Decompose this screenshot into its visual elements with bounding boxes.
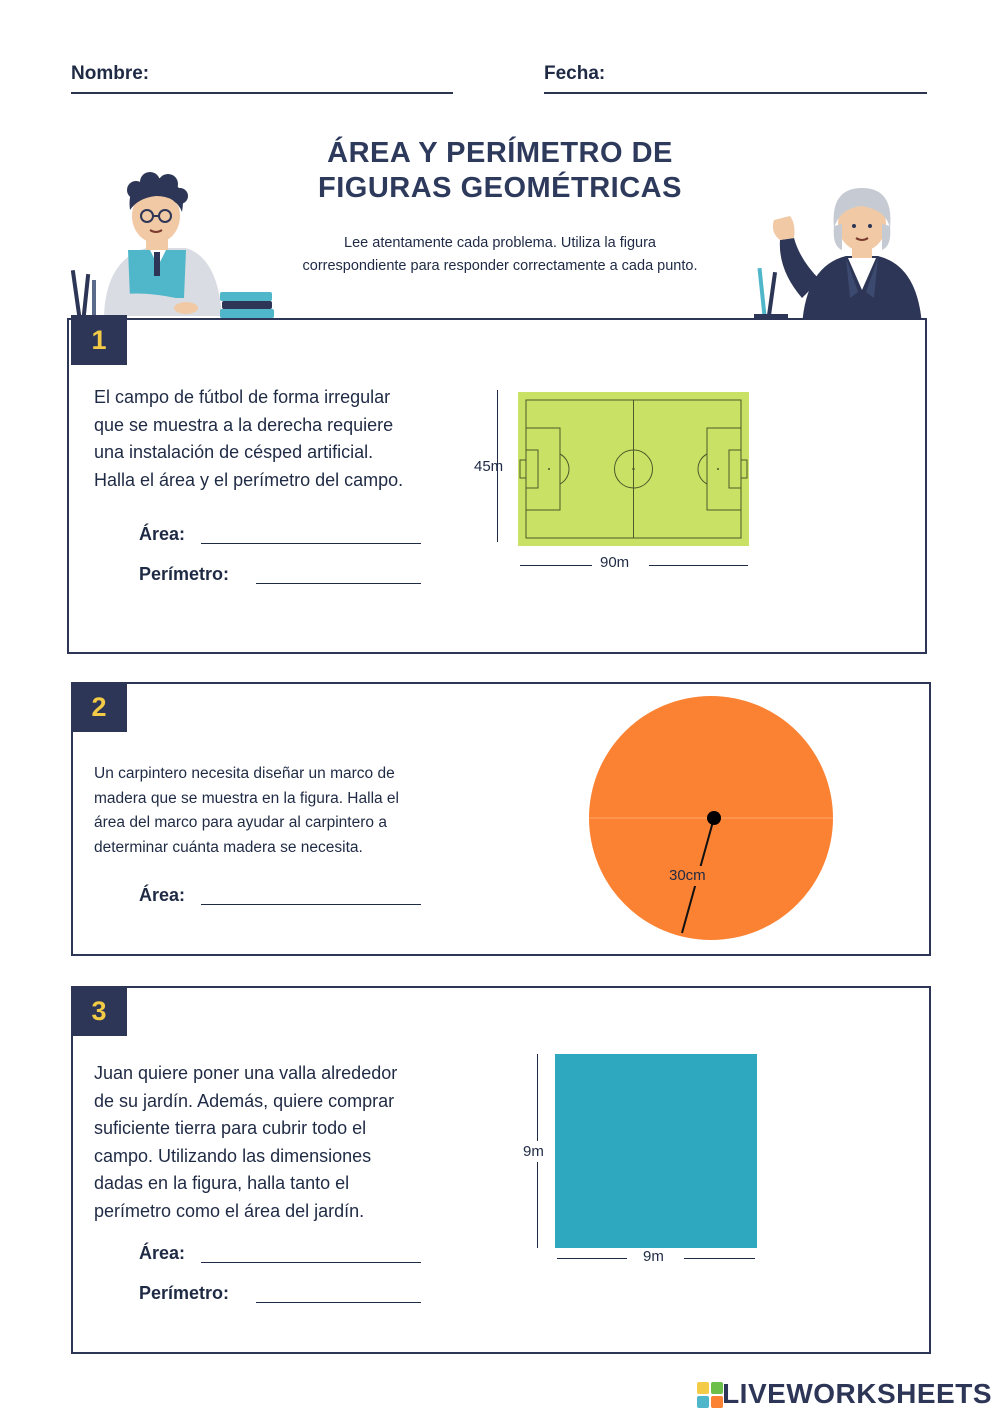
width-dimension-line bbox=[684, 1258, 755, 1259]
problem-text-line: área del marco para ayudar al carpintero a bbox=[94, 814, 387, 831]
instructions bbox=[240, 232, 760, 278]
date-field[interactable] bbox=[544, 92, 927, 94]
area-label: Área: bbox=[139, 524, 186, 544]
area-answer-field[interactable] bbox=[201, 1262, 421, 1263]
circle-figure bbox=[588, 695, 834, 941]
soccer-field-figure bbox=[518, 392, 749, 546]
page-title bbox=[250, 136, 750, 206]
radius-label: 30cm bbox=[669, 867, 706, 884]
problem-3-number: 3 bbox=[71, 986, 127, 1036]
teacher-illustration bbox=[750, 180, 930, 335]
area-label: Área: bbox=[139, 885, 186, 905]
perimeter-answer-field[interactable] bbox=[256, 1302, 421, 1303]
problem-text-line: Juan quiere poner una valla alrededor bbox=[94, 1063, 398, 1083]
perimeter-answer-field[interactable] bbox=[256, 583, 421, 584]
books-icon bbox=[220, 292, 274, 318]
problem-text-line: campo. Utilizando las dimensiones bbox=[94, 1145, 372, 1166]
instructions-line-1: Lee atentamente cada problema. Utiliza la figura bbox=[344, 235, 656, 251]
name-field[interactable] bbox=[71, 92, 453, 94]
field-width-label: 90m bbox=[600, 554, 630, 571]
area-label: Área: bbox=[139, 1243, 186, 1263]
student-illustration bbox=[66, 170, 276, 320]
problem-1-number: 1 bbox=[71, 315, 127, 365]
liveworksheets-logo: LIVEWORKSHEETS bbox=[722, 1378, 992, 1409]
title-line-1: ÁREA Y PERÍMETRO DE bbox=[327, 137, 673, 169]
width-dimension-line bbox=[557, 1258, 627, 1259]
problem-text-line: de su jardín. Además, quiere comprar bbox=[94, 1090, 395, 1111]
problem-text-line: determinar cuánta madera se necesita. bbox=[94, 838, 363, 856]
perimeter-label: Perímetro: bbox=[139, 1283, 230, 1303]
problem-text-line: una instalación de césped artificial. bbox=[94, 442, 374, 462]
area-answer-field[interactable] bbox=[201, 543, 421, 544]
problem-text-line: Halla el área y el perímetro del campo. bbox=[94, 469, 404, 490]
instructions-line-2: correspondiente para responder correctamente a cada punto. bbox=[302, 258, 698, 274]
title-line-2: FIGURAS GEOMÉTRICAS bbox=[318, 172, 682, 204]
date-label: Fecha: bbox=[544, 63, 606, 84]
problem-text-line: El campo de fútbol de forma irregular bbox=[94, 387, 391, 407]
width-dimension-line bbox=[520, 565, 592, 566]
area-answer-field[interactable] bbox=[201, 904, 421, 905]
perimeter-label: Perímetro: bbox=[139, 564, 230, 584]
problem-2-text bbox=[94, 762, 474, 860]
problem-text-line: suficiente tierra para cubrir todo el bbox=[94, 1118, 367, 1138]
liveworksheets-badge-icon bbox=[697, 1382, 723, 1408]
width-dimension-line bbox=[649, 565, 748, 566]
square-figure bbox=[555, 1054, 757, 1248]
square-height-label: 9m bbox=[523, 1143, 544, 1160]
problem-text-line: madera que se muestra en la figura. Halla el bbox=[94, 789, 399, 807]
name-label: Nombre: bbox=[71, 63, 150, 84]
field-height-label: 45m bbox=[474, 458, 504, 475]
problem-3-text bbox=[94, 1060, 474, 1225]
pencil-cup-icon bbox=[754, 268, 788, 318]
problem-2-number: 2 bbox=[71, 682, 127, 732]
problem-1-text bbox=[94, 384, 474, 494]
problem-text-line: dadas en la figura, halla tanto el bbox=[94, 1173, 350, 1193]
problem-text-line: perímetro como el área del jardín. bbox=[94, 1200, 365, 1221]
square-width-label: 9m bbox=[643, 1248, 664, 1265]
problem-text-line: Un carpintero necesita diseñar un marco de bbox=[94, 765, 395, 782]
pencil-cup-icon bbox=[71, 270, 96, 316]
problem-text-line: que se muestra a la derecha requiere bbox=[94, 414, 394, 435]
